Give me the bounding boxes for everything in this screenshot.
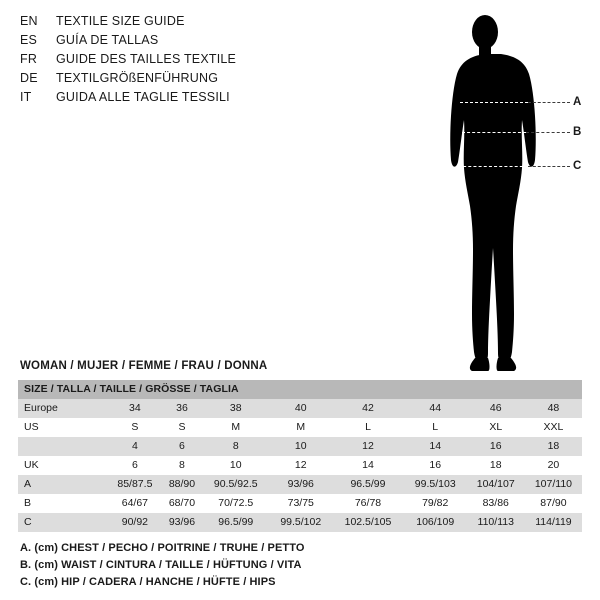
cell: 70/72.5 (218, 497, 254, 509)
cell: 40 (294, 402, 307, 414)
cell: 10 (229, 459, 242, 471)
footnote-b: B. (cm) WAIST / CINTURA / TAILLE / HÜFTUNG / VITA (20, 559, 302, 571)
cell: 68/70 (168, 497, 196, 509)
footnote-block (20, 540, 305, 591)
cell: 90.5/92.5 (213, 478, 258, 490)
row-label: Europe (24, 402, 58, 414)
cell: 64/67 (121, 497, 149, 509)
size-table (18, 380, 582, 532)
table-row (18, 399, 582, 418)
language-title-block (20, 14, 420, 109)
language-code: FR (20, 52, 38, 66)
cell: 106/109 (416, 516, 455, 528)
cell: 44 (429, 402, 442, 414)
language-code: IT (20, 90, 32, 104)
measure-label-c: C (573, 160, 582, 172)
table-header-row (18, 380, 582, 399)
cell: 36 (176, 402, 188, 414)
language-title: TEXTILGRÖßENFÜHRUNG (56, 71, 219, 85)
section-title: WOMAN / MUJER / FEMME / FRAU / DONNA (20, 360, 268, 372)
measure-line-c-inner (458, 166, 528, 167)
table-row (18, 418, 582, 437)
cell: 99.5/102 (280, 516, 322, 528)
row-label: UK (24, 459, 39, 471)
row-label: US (24, 421, 39, 433)
language-row (20, 33, 420, 52)
language-row (20, 90, 420, 109)
cell: 76/78 (354, 497, 382, 509)
cell: 48 (547, 402, 560, 414)
language-code: DE (20, 71, 38, 85)
cell: 79/82 (422, 497, 449, 509)
cell: M (296, 421, 306, 433)
measure-line-c-outer (528, 166, 570, 167)
footnote-a: A. (cm) CHEST / PECHO / POITRINE / TRUHE / PETTO (20, 542, 305, 554)
cell: 104/107 (476, 478, 515, 490)
language-row (20, 71, 420, 90)
cell: 73/75 (287, 497, 314, 509)
cell: XL (489, 421, 503, 433)
language-title: GUIDA ALLE TAGLIE TESSILI (56, 90, 230, 104)
cell: 8 (179, 459, 185, 471)
female-figure-diagram (420, 8, 595, 373)
table-row (18, 494, 582, 513)
cell: 14 (362, 459, 374, 471)
language-row (20, 14, 420, 33)
footnote-c: C. (cm) HIP / CADERA / HANCHE / HÜFTE / HIPS (20, 576, 276, 588)
table-row (18, 513, 582, 532)
row-label (18, 437, 108, 456)
language-row (20, 52, 420, 71)
language-title: GUIDE DES TAILLES TEXTILE (56, 52, 237, 66)
cell: 20 (547, 459, 560, 471)
row-label: C (24, 516, 32, 528)
cell: 42 (362, 402, 374, 414)
cell: 102.5/105 (344, 516, 392, 528)
measure-label-a: A (573, 96, 582, 108)
row-label: A (24, 478, 32, 490)
cell: 46 (489, 402, 502, 414)
cell: 12 (294, 459, 307, 471)
cell: 34 (129, 402, 141, 414)
cell: 96.5/99 (350, 478, 386, 490)
cell: 110/113 (477, 516, 514, 528)
measure-line-b-inner (462, 132, 526, 133)
cell: 96.5/99 (218, 516, 254, 528)
cell: 85/87.5 (117, 478, 153, 490)
cell: 14 (429, 440, 442, 452)
cell: 6 (179, 440, 185, 452)
cell: 18 (489, 459, 502, 471)
row-label: B (24, 497, 32, 509)
cell: 18 (547, 440, 560, 452)
cell: 114/119 (535, 516, 572, 528)
language-title: TEXTILE SIZE GUIDE (56, 14, 185, 28)
measure-label-b: B (573, 126, 582, 138)
cell: 38 (229, 402, 242, 414)
cell: 16 (489, 440, 502, 452)
language-code: EN (20, 14, 38, 28)
cell: 10 (294, 440, 307, 452)
cell: 99.5/103 (414, 478, 456, 490)
cell: 8 (232, 440, 239, 452)
measure-line-a-outer (528, 102, 570, 103)
cell: S (178, 421, 186, 433)
table-header-label: SIZE / TALLA / TAILLE / GRÖSSE / TAGLIA (24, 383, 239, 395)
cell: 90/92 (121, 516, 149, 528)
cell: 6 (131, 459, 138, 471)
cell: 4 (131, 440, 138, 452)
cell: 93/96 (287, 478, 314, 490)
cell: M (231, 421, 241, 433)
table-row (18, 456, 582, 475)
cell: L (365, 421, 371, 433)
cell: 87/90 (540, 497, 567, 509)
language-code: ES (20, 33, 38, 47)
language-title: GUÍA DE TALLAS (56, 33, 159, 47)
cell: 16 (429, 459, 442, 471)
cell: S (131, 421, 139, 433)
cell: 12 (362, 440, 374, 452)
cell: XXL (543, 421, 564, 433)
female-silhouette-icon (420, 8, 595, 373)
cell: L (432, 421, 439, 433)
table-row (18, 437, 582, 456)
cell: 88/90 (168, 478, 196, 490)
measure-line-b-outer (526, 132, 570, 133)
cell: 83/86 (482, 497, 509, 509)
cell: 93/96 (168, 516, 196, 528)
cell: 107/110 (534, 478, 573, 490)
measure-line-a-inner (460, 102, 528, 103)
table-row (18, 475, 582, 494)
